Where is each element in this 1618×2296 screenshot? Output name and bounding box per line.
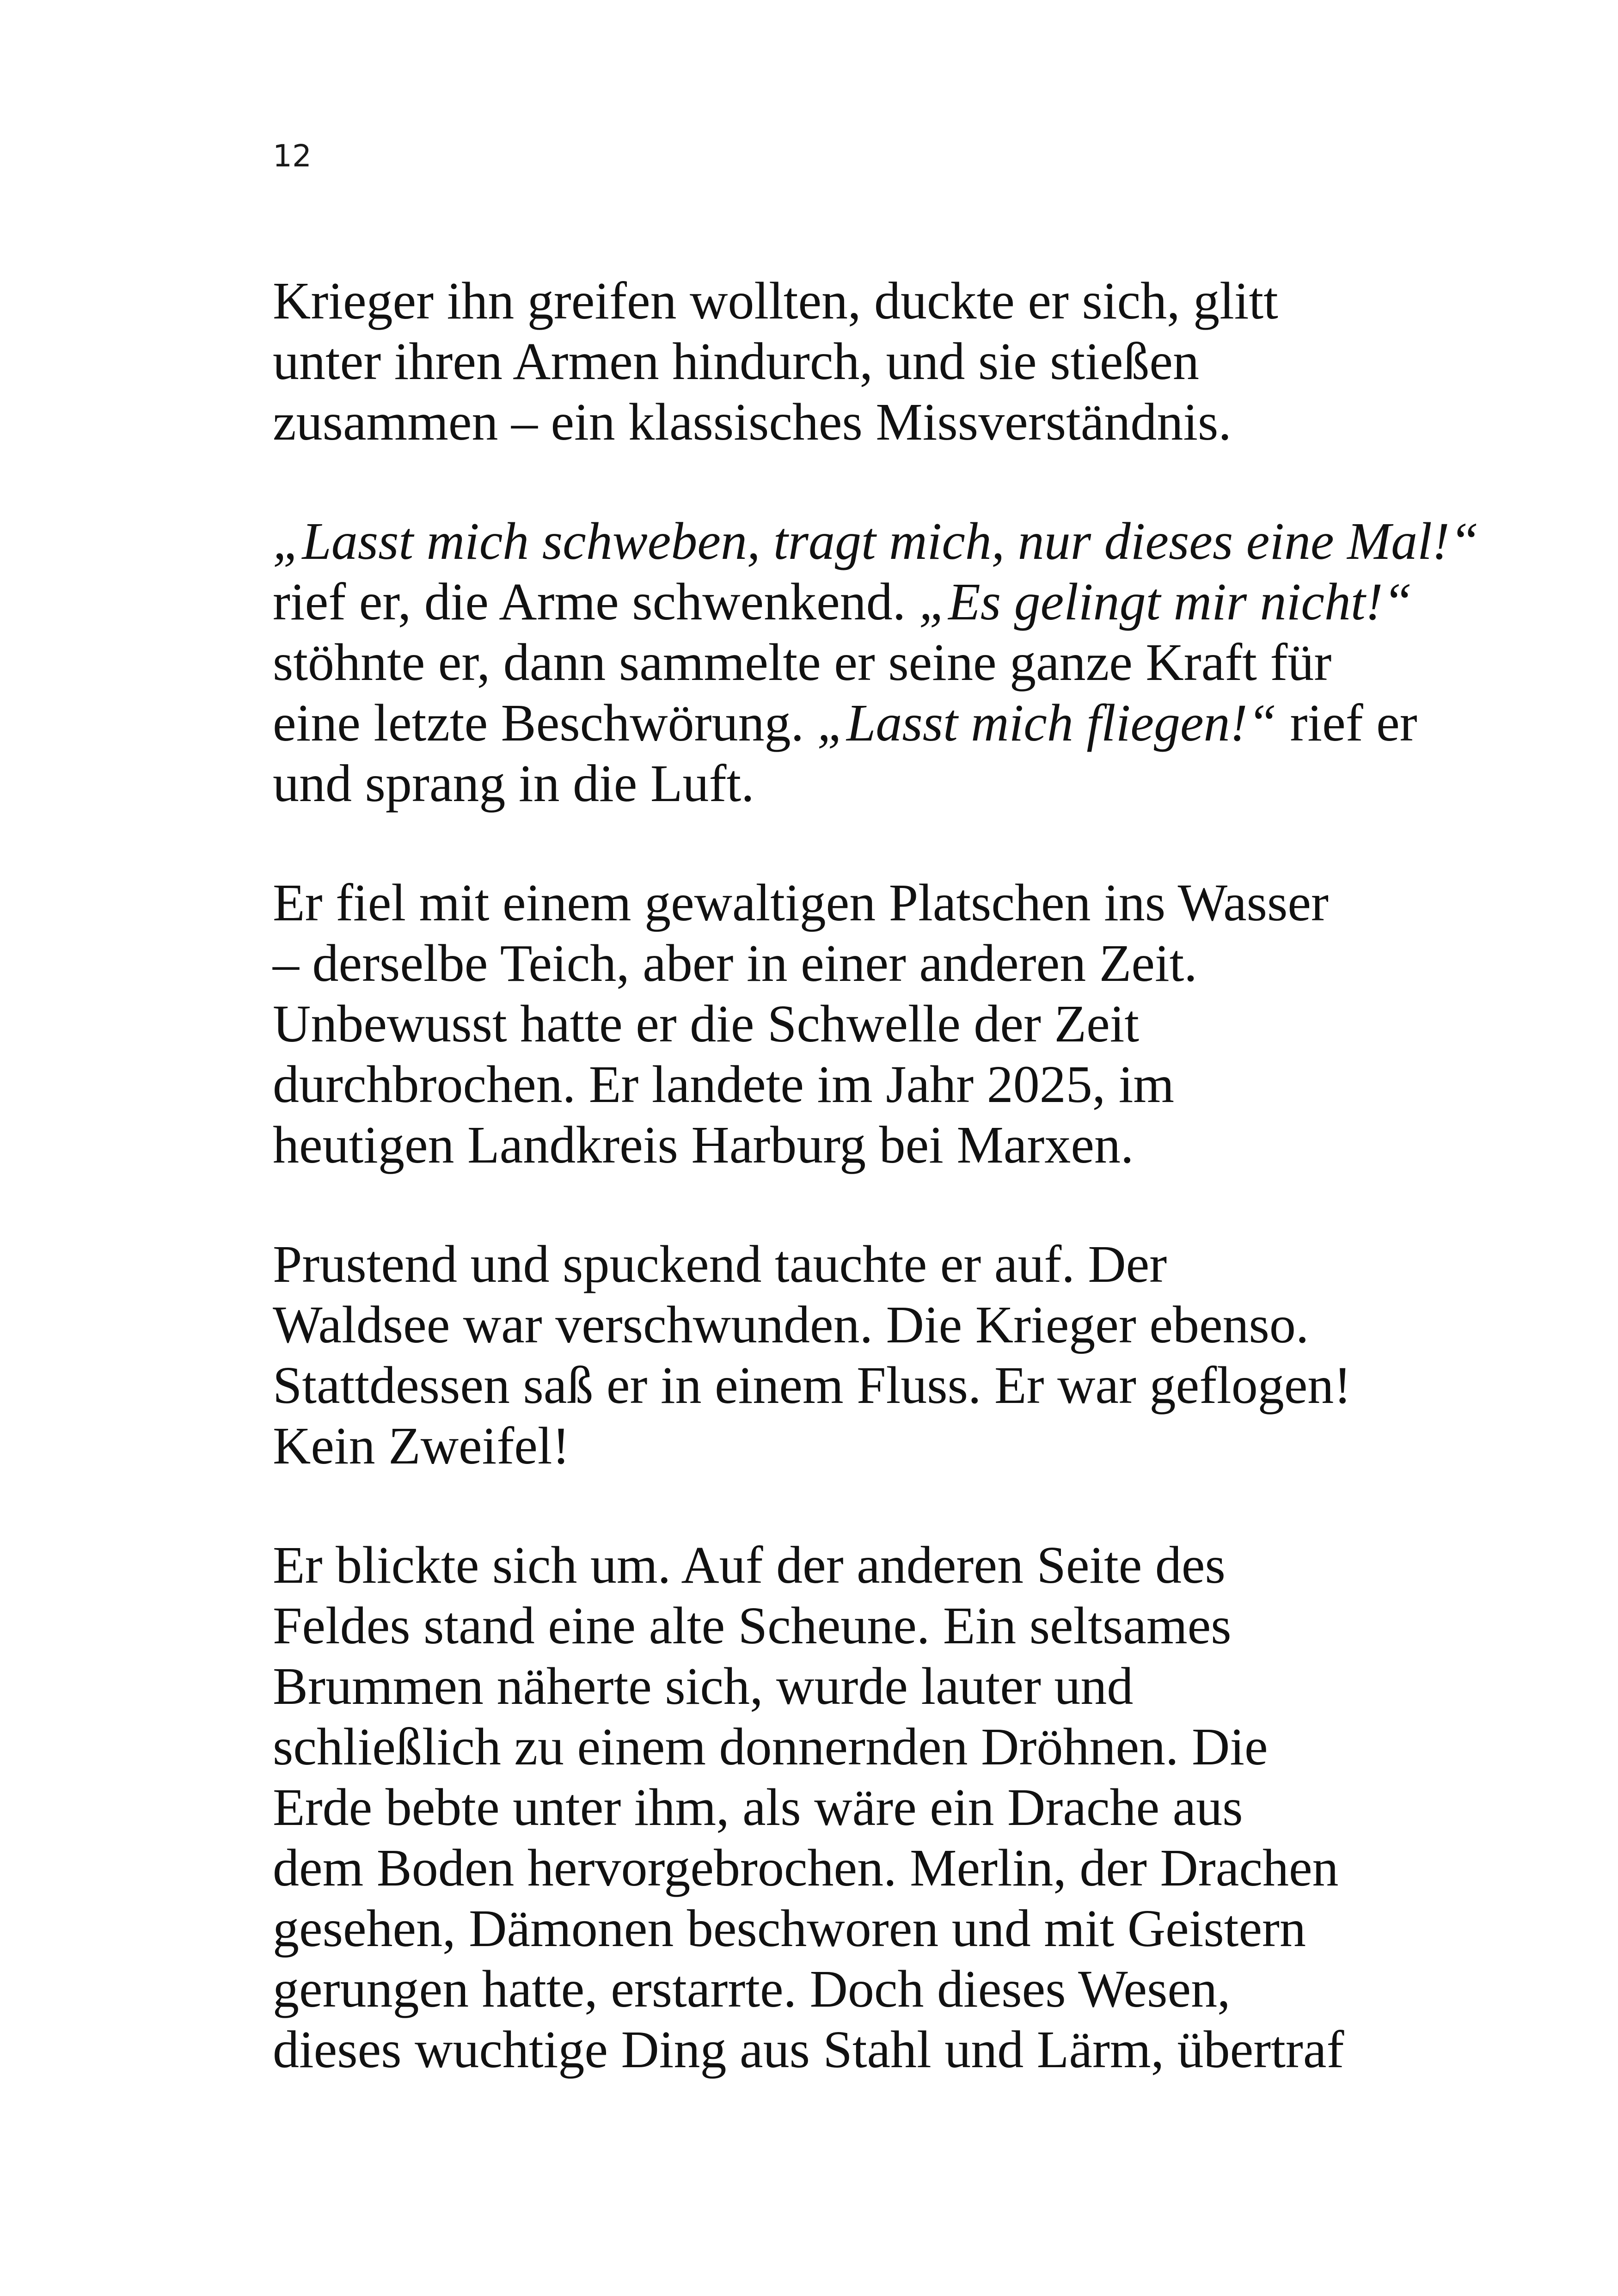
text-line	[273, 392, 1382, 452]
text-line	[273, 1294, 1382, 1355]
text-segment: Krieger ihn greifen wollten, duckte er sich, glitt	[273, 271, 1278, 330]
text-line	[273, 270, 1382, 331]
direct-speech: „Lasst mich schweben, tragt mich, nur dieses eine Mal!“	[273, 512, 1479, 570]
text-segment: Waldsee war verschwunden. Die Krieger ebenso.	[273, 1295, 1309, 1354]
text-segment: schließlich zu einem donnernden Dröhnen. Die	[273, 1717, 1268, 1776]
text-line	[273, 331, 1382, 392]
page-number: 12	[273, 138, 312, 174]
text-line	[273, 872, 1382, 933]
text-line	[273, 993, 1382, 1054]
text-line	[273, 1716, 1382, 1777]
text-line	[273, 1959, 1382, 2019]
text-segment: zusammen – ein klassisches Missverständnis.	[273, 392, 1232, 451]
text-segment: eine letzte Beschwörung.	[273, 693, 817, 752]
text-line	[273, 692, 1417, 753]
text-segment: dieses wuchtige Ding aus Stahl und Lärm, übertraf	[273, 2020, 1344, 2079]
paragraph	[273, 872, 1382, 1175]
text-segment: Unbewusst hatte er die Schwelle der Zeit	[273, 994, 1140, 1053]
text-segment: Prustend und spuckend tauchte er auf. Der	[273, 1235, 1167, 1293]
text-line	[273, 1656, 1382, 1716]
text-line	[273, 1535, 1382, 1595]
text-line	[273, 1355, 1382, 1415]
text-segment: Erde bebte unter ihm, als wäre ein Drache aus	[273, 1778, 1243, 1837]
text-line	[273, 753, 1382, 814]
text-line	[273, 1234, 1382, 1294]
text-line	[273, 1777, 1382, 1837]
text-line	[273, 933, 1382, 993]
direct-speech: „Es gelingt mir nicht!“	[919, 572, 1412, 631]
text-segment: Stattdessen saß er in einem Fluss. Er war geflogen!	[273, 1356, 1352, 1414]
text-segment: Er fiel mit einem gewaltigen Platschen ins Wasser	[273, 873, 1329, 932]
text-segment: unter ihren Armen hindurch, und sie stießen	[273, 332, 1200, 391]
text-segment: rief er, die Arme schwenkend.	[273, 572, 919, 631]
text-segment: Brummen näherte sich, wurde lauter und	[273, 1657, 1134, 1715]
text-segment: durchbrochen. Er landete im Jahr 2025, im	[273, 1055, 1175, 1114]
paragraph	[273, 1234, 1382, 1476]
text-segment: rief er	[1276, 693, 1417, 752]
text-line	[273, 1054, 1382, 1114]
text-line	[273, 2019, 1382, 2080]
text-segment: Feldes stand eine alte Scheune. Ein seltsames	[273, 1596, 1232, 1655]
text-segment: stöhnte er, dann sammelte er seine ganze Kraft für	[273, 633, 1332, 692]
text-segment: gesehen, Dämonen beschworen und mit Geistern	[273, 1899, 1306, 1958]
text-segment: dem Boden hervorgebrochen. Merlin, der Drachen	[273, 1838, 1339, 1897]
text-line	[273, 511, 1479, 571]
text-segment: gerungen hatte, erstarrte. Doch dieses Wesen,	[273, 1959, 1231, 2018]
paragraph	[273, 511, 1479, 814]
text-line	[273, 1898, 1382, 1959]
text-segment: und sprang in die Luft.	[273, 754, 754, 813]
text-line	[273, 632, 1382, 692]
text-segment: Kein Zweifel!	[273, 1416, 570, 1475]
text-segment: heutigen Landkreis Harburg bei Marxen.	[273, 1115, 1134, 1174]
text-line	[273, 1114, 1382, 1175]
text-segment: – derselbe Teich, aber in einer anderen Zeit.	[273, 934, 1197, 992]
direct-speech: „Lasst mich fliegen!“	[817, 693, 1277, 752]
text-segment: Er blickte sich um. Auf der anderen Seite des	[273, 1536, 1226, 1594]
text-line	[273, 571, 1412, 632]
text-line	[273, 1837, 1382, 1898]
paragraph	[273, 270, 1382, 452]
text-line	[273, 1595, 1382, 1656]
text-line	[273, 1415, 1382, 1476]
body-text	[273, 270, 1479, 2138]
paragraph	[273, 1535, 1382, 2080]
